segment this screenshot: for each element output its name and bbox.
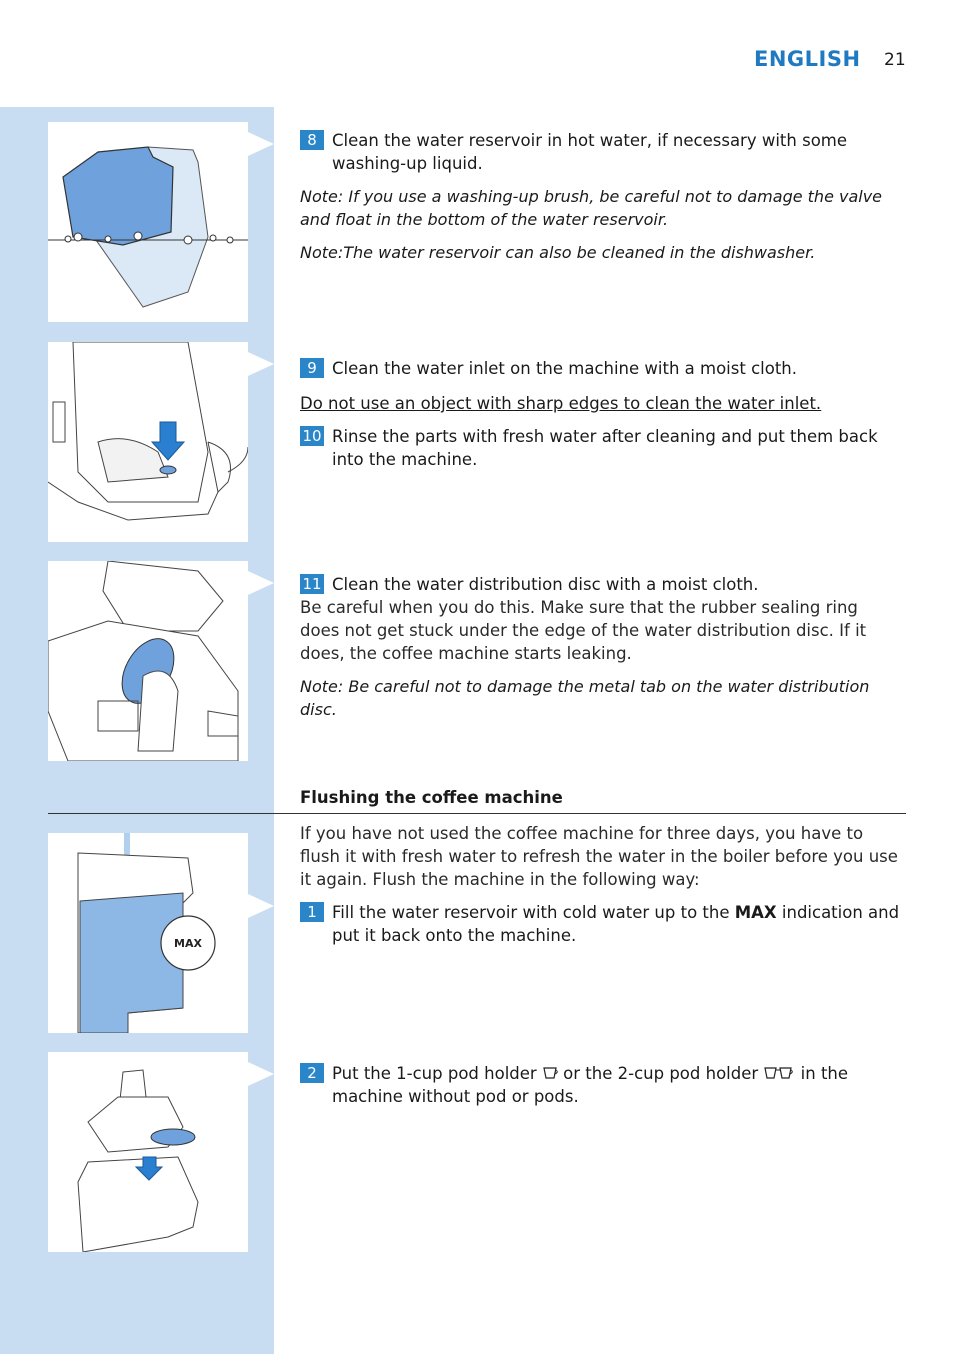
figure-reservoir-washing (48, 122, 248, 322)
step-number: 10 (300, 426, 324, 446)
step-8-block (300, 129, 900, 264)
step-number: 9 (300, 358, 324, 378)
step-11-block (300, 573, 900, 721)
page-number: 21 (884, 50, 906, 70)
step-text-b: or the 2-cup pod holder (557, 1064, 764, 1083)
step-9 (300, 357, 900, 380)
figure-pointer (248, 894, 274, 918)
step-text: Clean the water reservoir in hot water, if necessary with some washing-up liquid. (332, 131, 848, 173)
body-text: Be careful when you do this. Make sure that the rubber sealing ring does not get stuck under the edge of the water distribution disc. If it does, the coffee machine starts leaking. (300, 598, 867, 663)
flushing-intro: If you have not used the coffee machine for three days, you have to flush it with fresh water to refresh the water in the boiler before you use it again. Flush the machine in the following way: (300, 824, 898, 889)
step-text-b: indication and put it back onto the machine. (332, 903, 900, 945)
step-text: Clean the water inlet on the machine with a moist cloth. (332, 359, 798, 378)
figure-pointer (248, 352, 274, 376)
step-text-a: Put the 1-cup pod holder (332, 1064, 542, 1083)
step-number: 11 (300, 574, 324, 594)
step-11 (300, 573, 900, 596)
step-text-a: Fill the water reservoir with cold water up to the (332, 903, 735, 922)
max-label: MAX (734, 903, 777, 922)
figure-distribution-disc (48, 561, 248, 761)
warning-text: Do not use an object with sharp edges to clean the water inlet. (300, 394, 822, 413)
figure-fill-reservoir (48, 833, 248, 1033)
flush-step-1 (300, 901, 900, 947)
step-number: 2 (300, 1063, 324, 1083)
step-9-block (300, 357, 900, 471)
figure-pointer (248, 571, 274, 595)
note: Note:The water reservoir can also be cleaned in the dishwasher. (300, 243, 816, 262)
flush-step-2-block (300, 1062, 900, 1108)
flushing-block (300, 822, 900, 947)
section-divider (48, 813, 906, 814)
language-heading: ENGLISH (754, 47, 861, 71)
flush-step-2 (300, 1062, 900, 1108)
figure-pod-holder (48, 1052, 248, 1252)
step-number: 1 (300, 902, 324, 922)
step-text: Clean the water distribution disc with a moist cloth. (332, 575, 759, 594)
figure-pointer (248, 132, 274, 156)
step-number: 8 (300, 130, 324, 150)
step-8 (300, 129, 900, 175)
figure-water-inlet (48, 342, 248, 542)
two-cup-pod-holder-icon (763, 1066, 795, 1080)
figure-pointer (248, 1062, 274, 1086)
step-10 (300, 425, 900, 471)
step-text-c: in the machine without pod or pods. (332, 1064, 849, 1106)
section-title: Flushing the coffee machine (300, 788, 563, 807)
note: Note: If you use a washing-up brush, be careful not to damage the valve and float in the bottom of the water reservoir. (300, 187, 883, 229)
max-callout-label: MAX (174, 937, 202, 950)
step-text: Rinse the parts with fresh water after cleaning and put them back into the machine. (332, 427, 878, 469)
one-cup-pod-holder-icon (542, 1066, 558, 1080)
note: Note: Be careful not to damage the metal tab on the water distribution disc. (300, 677, 870, 719)
